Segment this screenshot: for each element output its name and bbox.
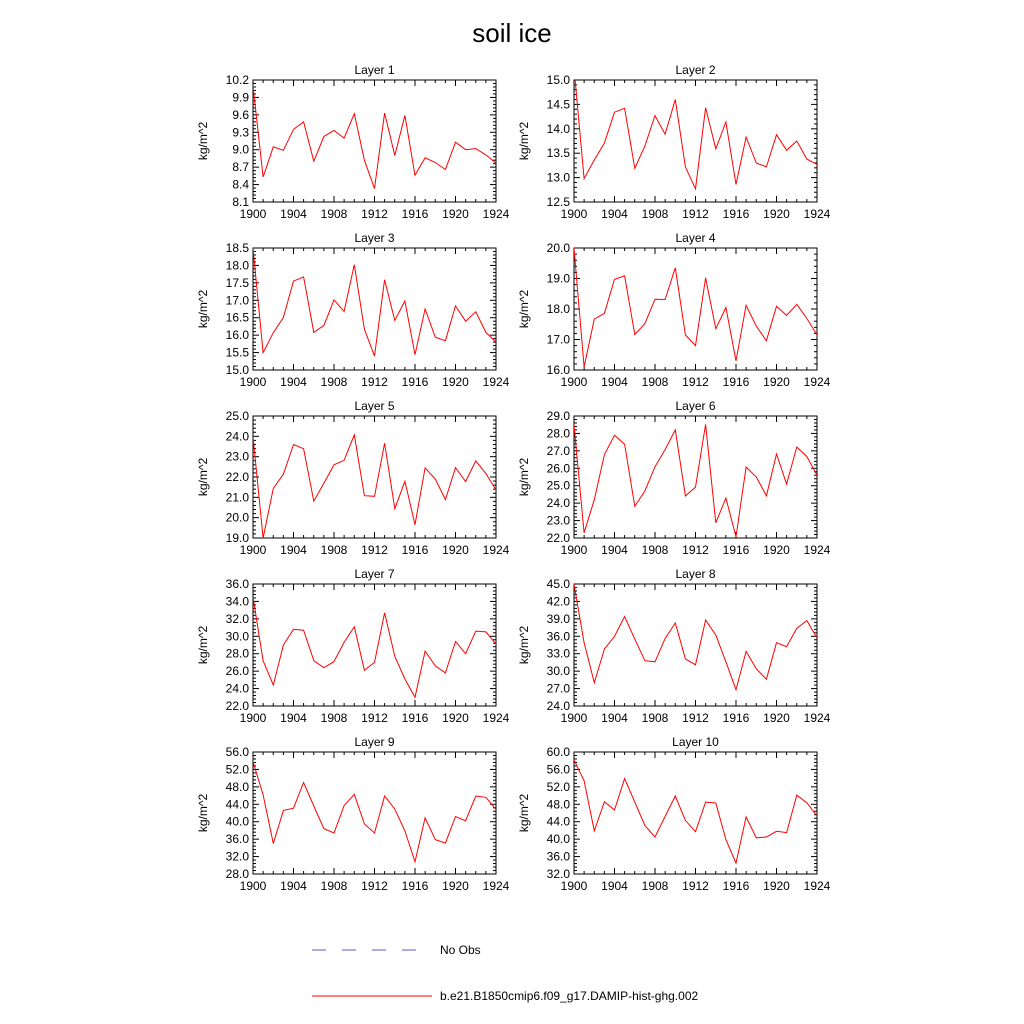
figure-title: soil ice: [472, 18, 552, 48]
x-tick-label: 1916: [722, 711, 750, 725]
x-tick-label: 1920: [442, 543, 469, 557]
panel-title: Layer 2: [675, 63, 716, 77]
y-tick-label: 25.0: [546, 478, 570, 493]
panel-4: [517, 231, 831, 389]
y-tick-label: 16.0: [546, 363, 570, 377]
y-tick-label: 17.5: [225, 275, 249, 290]
x-tick-label: 1908: [641, 879, 669, 893]
x-tick-label: 1912: [361, 375, 388, 389]
y-tick-label: 56.0: [225, 745, 249, 759]
y-tick-label: 36.0: [225, 577, 249, 591]
x-tick-label: 1900: [560, 543, 588, 557]
panel-1: [196, 63, 510, 221]
y-tick-label: 16.0: [225, 328, 249, 343]
x-tick-label: 1916: [401, 543, 429, 557]
y-tick-label: 36.0: [546, 849, 570, 864]
x-tick-label: 1920: [442, 375, 469, 389]
y-tick-label: 32.0: [546, 867, 570, 881]
y-tick-label: 28.0: [225, 867, 249, 881]
panel-5: [196, 399, 510, 557]
y-tick-label: 9.6: [232, 107, 249, 122]
x-tick-label: 1908: [641, 375, 669, 389]
x-tick-label: 1900: [239, 375, 267, 389]
y-tick-label: 13.5: [546, 146, 570, 161]
y-tick-label: 15.0: [546, 73, 570, 87]
y-tick-label: 45.0: [546, 577, 570, 591]
x-tick-label: 1924: [803, 879, 831, 893]
x-tick-label: 1900: [239, 207, 267, 221]
x-tick-label: 1916: [401, 711, 429, 725]
y-tick-label: 17.0: [225, 293, 249, 308]
x-tick-label: 1912: [361, 543, 388, 557]
plot-frame: [253, 416, 496, 538]
y-tick-label: 40.0: [225, 814, 249, 829]
x-tick-label: 1900: [560, 879, 588, 893]
x-tick-label: 1920: [442, 711, 469, 725]
legend: [312, 943, 698, 1003]
y-tick-label: 15.5: [225, 345, 249, 360]
panel-title: Layer 8: [675, 567, 716, 581]
x-tick-label: 1904: [601, 879, 628, 893]
y-tick-label: 52.0: [546, 779, 570, 794]
plot-frame: [574, 584, 817, 706]
x-tick-label: 1912: [682, 375, 709, 389]
panel-title: Layer 10: [672, 735, 719, 749]
series-line: [574, 584, 817, 690]
plot-frame: [574, 416, 817, 538]
panel-title: Layer 7: [354, 567, 395, 581]
y-axis-label: kg/m^2: [517, 121, 531, 161]
y-axis-label: kg/m^2: [196, 121, 210, 161]
panel-3: [196, 231, 510, 389]
y-tick-label: 13.0: [546, 170, 570, 185]
x-tick-label: 1900: [239, 711, 267, 725]
x-tick-label: 1904: [280, 711, 307, 725]
y-tick-label: 52.0: [225, 762, 249, 777]
y-tick-label: 36.0: [225, 832, 249, 847]
y-tick-label: 20.0: [225, 510, 249, 525]
x-tick-label: 1916: [722, 375, 750, 389]
x-tick-label: 1908: [641, 543, 669, 557]
x-tick-label: 1908: [320, 711, 348, 725]
y-tick-label: 34.0: [225, 594, 249, 609]
x-tick-label: 1908: [641, 711, 669, 725]
y-tick-label: 18.5: [225, 241, 249, 255]
y-tick-label: 28.0: [546, 426, 570, 441]
y-tick-label: 26.0: [225, 664, 249, 679]
series-line: [253, 762, 496, 862]
x-tick-label: 1908: [320, 879, 348, 893]
y-tick-label: 18.0: [546, 302, 570, 316]
x-tick-label: 1904: [601, 543, 628, 557]
y-tick-label: 15.0: [225, 363, 249, 377]
series-line: [574, 760, 817, 863]
x-tick-label: 1916: [722, 207, 750, 221]
y-tick-label: 48.0: [225, 779, 249, 794]
panel-8: [517, 567, 831, 725]
y-tick-label: 8.4: [232, 177, 249, 192]
y-axis-label: kg/m^2: [517, 625, 531, 665]
x-tick-label: 1924: [803, 543, 831, 557]
y-tick-label: 25.0: [225, 409, 249, 423]
panel-9: [196, 735, 510, 893]
y-tick-label: 22.0: [225, 470, 249, 484]
y-tick-label: 8.7: [232, 160, 249, 175]
y-tick-label: 22.0: [546, 531, 570, 545]
x-tick-label: 1912: [682, 879, 709, 893]
y-tick-label: 60.0: [546, 745, 570, 759]
y-tick-label: 8.1: [232, 195, 249, 209]
x-tick-label: 1916: [401, 375, 429, 389]
y-tick-label: 9.3: [232, 125, 249, 140]
panel-title: Layer 5: [354, 399, 395, 413]
panel-title: Layer 3: [354, 231, 395, 245]
y-tick-label: 20.0: [546, 241, 570, 255]
plot-frame: [253, 584, 496, 706]
y-tick-label: 23.0: [546, 513, 570, 528]
series-line: [253, 86, 496, 189]
y-tick-label: 30.0: [225, 629, 249, 644]
x-tick-label: 1916: [401, 879, 429, 893]
x-tick-label: 1924: [482, 879, 510, 893]
plot-frame: [253, 248, 496, 370]
panel-6: [517, 399, 831, 557]
x-tick-label: 1904: [280, 207, 307, 221]
series-line: [253, 597, 496, 697]
x-tick-label: 1904: [280, 375, 307, 389]
y-tick-label: 10.2: [225, 73, 249, 87]
series-line: [253, 248, 496, 356]
x-tick-label: 1912: [361, 879, 388, 893]
x-tick-label: 1924: [803, 207, 831, 221]
x-tick-label: 1924: [482, 375, 510, 389]
y-tick-label: 56.0: [546, 762, 570, 777]
x-tick-label: 1924: [482, 543, 510, 557]
series-line: [253, 435, 496, 538]
y-tick-label: 27.0: [546, 443, 570, 458]
x-tick-label: 1912: [682, 711, 709, 725]
x-tick-label: 1900: [239, 543, 267, 557]
x-tick-label: 1920: [442, 207, 469, 221]
series-line: [574, 248, 817, 367]
y-tick-label: 24.0: [546, 699, 570, 713]
x-tick-label: 1920: [763, 375, 790, 389]
y-tick-label: 16.5: [225, 310, 249, 325]
panel-grid: [196, 63, 831, 893]
x-tick-label: 1920: [763, 543, 790, 557]
x-tick-label: 1916: [401, 207, 429, 221]
x-tick-label: 1904: [280, 543, 307, 557]
panel-title: Layer 4: [675, 231, 716, 245]
y-tick-label: 39.0: [546, 611, 570, 626]
panel-2: [517, 63, 831, 221]
y-tick-label: 21.0: [225, 490, 249, 505]
x-tick-label: 1904: [601, 207, 628, 221]
y-tick-label: 28.0: [225, 646, 249, 661]
x-tick-label: 1912: [361, 711, 388, 725]
x-tick-label: 1908: [320, 375, 348, 389]
legend-label-no-obs: No Obs: [440, 943, 481, 957]
panel-title: Layer 1: [354, 63, 395, 77]
y-tick-label: 48.0: [546, 797, 570, 812]
y-axis-label: kg/m^2: [517, 793, 531, 833]
x-tick-label: 1904: [280, 879, 307, 893]
y-axis-label: kg/m^2: [196, 457, 210, 497]
plot-frame: [574, 752, 817, 874]
series-line: [574, 424, 817, 536]
y-tick-label: 19.0: [546, 271, 570, 286]
y-tick-label: 29.0: [546, 409, 570, 423]
x-tick-label: 1900: [560, 711, 588, 725]
y-axis-label: kg/m^2: [517, 289, 531, 329]
y-tick-label: 19.0: [225, 531, 249, 545]
y-tick-label: 9.9: [232, 90, 249, 105]
y-axis-label: kg/m^2: [196, 793, 210, 833]
x-tick-label: 1904: [601, 711, 628, 725]
x-tick-label: 1900: [239, 879, 267, 893]
x-tick-label: 1920: [763, 879, 790, 893]
y-tick-label: 33.0: [546, 646, 570, 661]
y-tick-label: 40.0: [546, 832, 570, 847]
plot-frame: [574, 248, 817, 370]
y-tick-label: 36.0: [546, 629, 570, 644]
x-tick-label: 1912: [361, 207, 388, 221]
y-tick-label: 24.0: [225, 681, 249, 696]
panel-title: Layer 6: [675, 399, 716, 413]
plot-frame: [253, 80, 496, 202]
y-tick-label: 32.0: [225, 611, 249, 626]
x-tick-label: 1908: [320, 207, 348, 221]
y-tick-label: 24.0: [546, 496, 570, 511]
y-tick-label: 44.0: [225, 797, 249, 812]
y-tick-label: 17.0: [546, 332, 570, 347]
y-axis-label: kg/m^2: [196, 289, 210, 329]
x-tick-label: 1916: [722, 543, 750, 557]
x-tick-label: 1924: [482, 711, 510, 725]
x-tick-label: 1908: [641, 207, 669, 221]
x-tick-label: 1920: [763, 711, 790, 725]
x-tick-label: 1904: [601, 375, 628, 389]
x-tick-label: 1916: [722, 879, 750, 893]
x-tick-label: 1924: [482, 207, 510, 221]
legend-label-model: b.e21.B1850cmip6.f09_g17.DAMIP-hist-ghg.002: [440, 989, 699, 1003]
y-tick-label: 32.0: [225, 849, 249, 864]
y-tick-label: 30.0: [546, 664, 570, 679]
x-tick-label: 1924: [803, 711, 831, 725]
y-tick-label: 9.0: [232, 142, 249, 157]
y-axis-label: kg/m^2: [196, 625, 210, 665]
y-tick-label: 24.0: [225, 429, 249, 444]
x-tick-label: 1912: [682, 543, 709, 557]
y-tick-label: 14.0: [546, 121, 570, 136]
x-tick-label: 1912: [682, 207, 709, 221]
y-tick-label: 14.5: [546, 97, 570, 112]
x-tick-label: 1908: [320, 543, 348, 557]
y-tick-label: 27.0: [546, 681, 570, 696]
x-tick-label: 1920: [442, 879, 469, 893]
x-tick-label: 1924: [803, 375, 831, 389]
y-tick-label: 18.0: [225, 258, 249, 273]
y-tick-label: 42.0: [546, 594, 570, 609]
y-tick-label: 23.0: [225, 449, 249, 464]
x-tick-label: 1900: [560, 207, 588, 221]
y-tick-label: 44.0: [546, 814, 570, 829]
y-tick-label: 12.5: [546, 195, 570, 209]
y-tick-label: 26.0: [546, 461, 570, 476]
plot-frame: [253, 752, 496, 874]
panel-title: Layer 9: [354, 735, 395, 749]
y-tick-label: 22.0: [225, 699, 249, 713]
x-tick-label: 1900: [560, 375, 588, 389]
y-axis-label: kg/m^2: [517, 457, 531, 497]
x-tick-label: 1920: [763, 207, 790, 221]
panel-10: [517, 735, 831, 893]
panel-7: [196, 567, 510, 725]
